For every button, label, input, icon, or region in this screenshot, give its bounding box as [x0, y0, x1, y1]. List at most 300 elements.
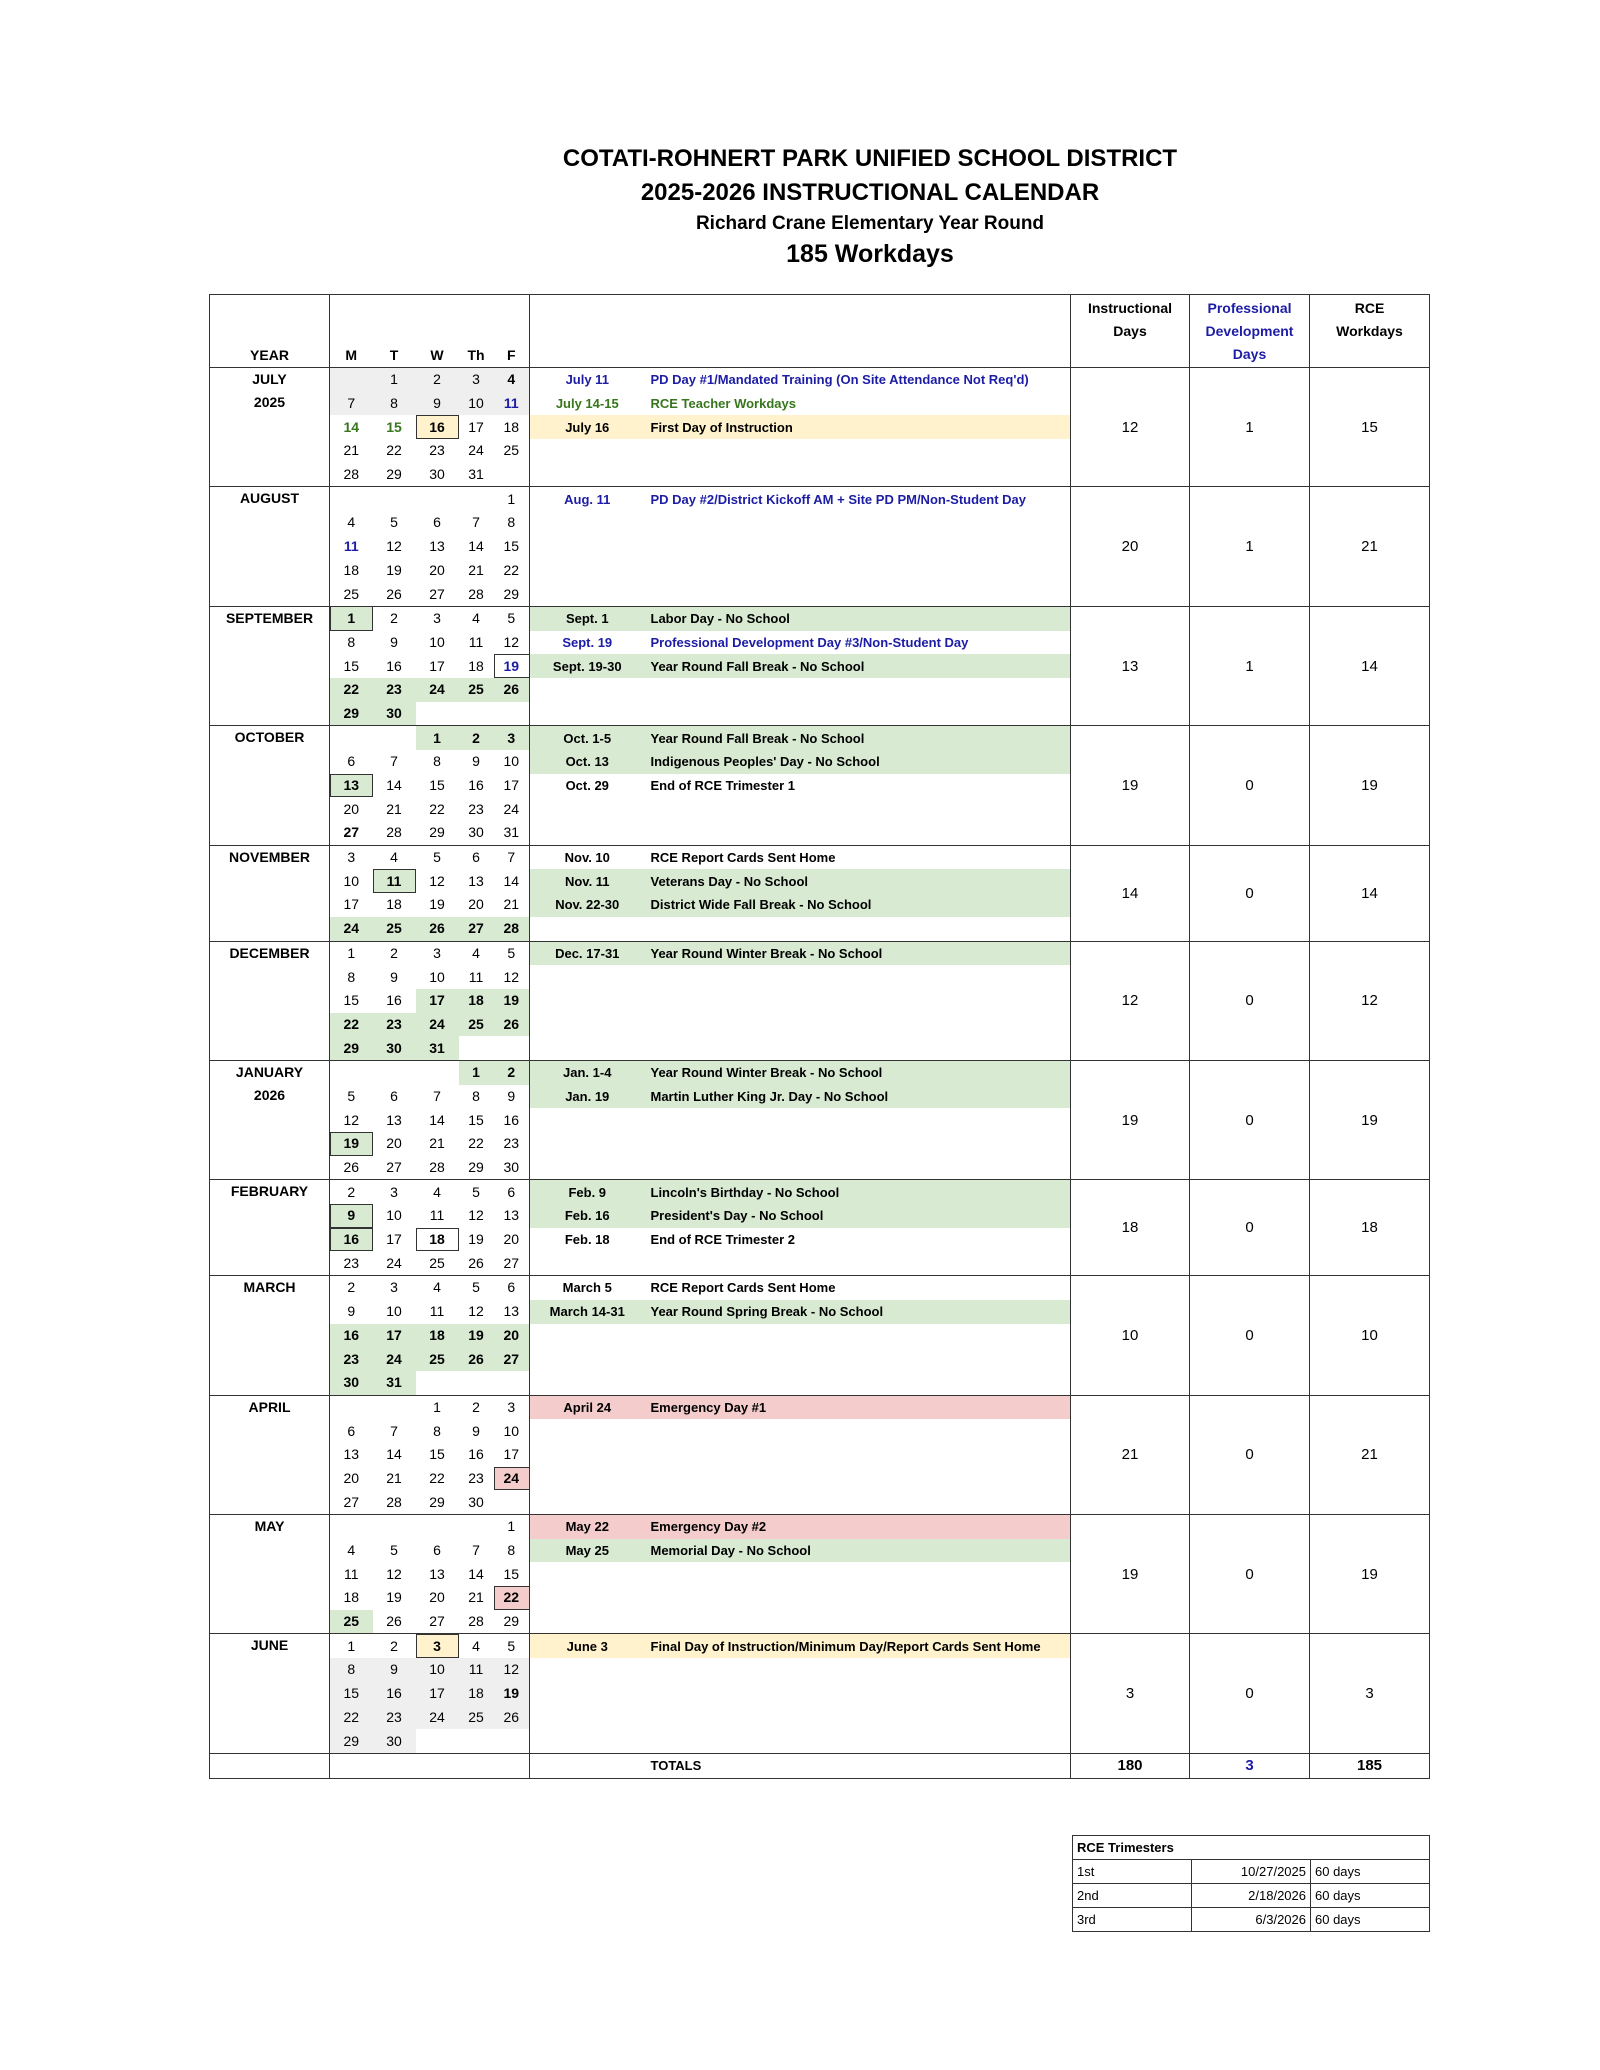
event-description	[645, 535, 1071, 559]
instr-value: 12	[1071, 368, 1190, 487]
event-date: Nov. 22-30	[530, 893, 645, 917]
calendar-day: 22	[330, 678, 373, 702]
calendar-day: 10	[494, 1419, 530, 1443]
event-description	[645, 1443, 1071, 1467]
month-name	[210, 1395, 330, 1514]
calendar-day: 7	[433, 1087, 441, 1104]
calendar-day: 9	[472, 1422, 480, 1439]
month-label: 2025	[253, 394, 286, 410]
event-date	[530, 1324, 645, 1348]
event-description: Year Round Spring Break - No School	[645, 1300, 1071, 1324]
instr-value: 21	[1071, 1395, 1190, 1514]
calendar-day: 3	[373, 1276, 416, 1300]
calendar-day: 27	[373, 1156, 416, 1180]
calendar-day: 21	[468, 1589, 484, 1606]
event-date: Sept. 19	[562, 634, 613, 650]
day-header-m: M	[330, 295, 373, 368]
event-date	[530, 1490, 645, 1514]
calendar-day: 9	[390, 968, 398, 985]
calendar-day: 2	[494, 1060, 530, 1084]
calendar-day: 29	[330, 1036, 373, 1060]
calendar-day: 15	[468, 1111, 484, 1128]
calendar-day: 23	[373, 1013, 416, 1037]
calendar-day: 2	[373, 1634, 416, 1658]
month-label: NOVEMBER	[229, 848, 310, 865]
event-date: Nov. 11	[530, 869, 645, 893]
calendar-day: 25	[416, 1251, 459, 1275]
calendar-day: 16	[386, 657, 402, 674]
calendar-day: 11	[330, 535, 373, 559]
event-description	[645, 1036, 1071, 1060]
calendar-day: 14	[330, 415, 373, 439]
events-header	[530, 295, 1071, 368]
calendar-day: 9	[416, 392, 459, 416]
calendar-week-row	[210, 606, 1430, 630]
calendar-day: 19	[386, 561, 402, 578]
calendar-day: 3	[373, 1180, 416, 1204]
calendar-day: 27	[330, 1490, 373, 1514]
event-date: Nov. 10	[530, 845, 645, 869]
calendar-day: 15	[429, 1446, 445, 1463]
event-description: Year Round Fall Break - No School	[645, 726, 1071, 750]
event-description: End of RCE Trimester 2	[650, 1232, 795, 1248]
calendar-day	[494, 1036, 530, 1060]
calendar-title: 2025-2026 INSTRUCTIONAL CALENDAR	[640, 179, 1100, 206]
calendar-day: 12	[330, 1108, 373, 1132]
event-description: Labor Day - No School	[645, 606, 1071, 630]
calendar-day: 29	[416, 1490, 459, 1514]
district-title: COTATI-ROHNERT PARK UNIFIED SCHOOL DISTRICT	[562, 145, 1178, 172]
calendar-day: 1	[373, 368, 416, 392]
calendar-day: 23	[468, 1469, 484, 1486]
calendar-day: 28	[459, 582, 494, 606]
calendar-day: 24	[416, 678, 459, 702]
month-name	[210, 726, 330, 845]
event-date	[530, 1156, 645, 1180]
calendar-day: 5	[494, 941, 530, 965]
month-name	[210, 1634, 330, 1753]
instr-value: 10	[1071, 1276, 1190, 1395]
totals-label: TOTALS	[645, 1753, 1071, 1778]
calendar-day: 4	[373, 845, 416, 869]
calendar-week-row	[210, 368, 1430, 392]
calendar-day: 10	[386, 1207, 402, 1224]
calendar-day: 24	[468, 442, 484, 459]
calendar-week-row	[210, 1515, 1430, 1539]
event-description: PD Day #2/District Kickoff AM + Site PD PM/Non-Student Day	[645, 487, 1071, 511]
calendar-day	[373, 1060, 416, 1084]
calendar-day: 8	[433, 753, 441, 770]
calendar-day: 8	[433, 1422, 441, 1439]
calendar-day: 26	[459, 1251, 494, 1275]
event-description	[645, 702, 1071, 726]
trimester-row	[1073, 1908, 1430, 1932]
calendar-day: 11	[494, 392, 530, 416]
event-date: July 14-15	[555, 396, 619, 412]
calendar-day: 30	[373, 1036, 416, 1060]
calendar-day: 31	[459, 463, 494, 487]
calendar-day	[494, 702, 530, 726]
calendar-week-row	[210, 1276, 1430, 1300]
pd-header-line: Professional	[1207, 300, 1292, 316]
calendar-day: 6	[330, 1419, 373, 1443]
calendar-day: 24	[330, 917, 373, 941]
event-description: Year Round Winter Break - No School	[645, 1060, 1071, 1084]
calendar-day: 22	[330, 1013, 373, 1037]
pd-value: 0	[1190, 1276, 1310, 1395]
calendar-day: 8	[330, 965, 373, 989]
calendar-day: 16	[468, 777, 484, 794]
calendar-day	[459, 487, 494, 511]
calendar-day: 31	[494, 821, 530, 845]
pd-value: 0	[1190, 1060, 1310, 1179]
event-date	[530, 1419, 645, 1443]
calendar-day: 24	[494, 797, 530, 821]
calendar-day: 10	[416, 1658, 459, 1682]
calendar-day: 13	[494, 1300, 530, 1324]
calendar-day: 2	[330, 1180, 373, 1204]
calendar-day: 19	[459, 1324, 494, 1348]
calendar-day: 11	[429, 1207, 445, 1224]
calendar-day: 19	[494, 654, 530, 678]
calendar-day: 18	[386, 896, 402, 913]
calendar-day: 5	[330, 1085, 373, 1109]
event-description: Professional Development Day #3/Non-Student Day	[650, 634, 969, 650]
instructional-header-line: Days	[1113, 323, 1147, 339]
calendar-day: 28	[373, 821, 416, 845]
calendar-day: 23	[330, 1251, 373, 1275]
event-date	[530, 917, 645, 941]
calendar-day: 7	[390, 753, 398, 770]
calendar-day: 11	[459, 1658, 494, 1682]
calendar-day: 30	[494, 1156, 530, 1180]
event-description	[645, 1371, 1071, 1395]
calendar-day: 1	[494, 487, 530, 511]
rce-value: 21	[1310, 487, 1430, 606]
year-header: YEAR	[210, 295, 330, 368]
calendar-day: 5	[459, 1180, 494, 1204]
calendar-day	[330, 1395, 373, 1419]
calendar-day: 7	[494, 845, 530, 869]
calendar-day: 15	[494, 1562, 530, 1586]
event-date: Jan. 1-4	[530, 1060, 645, 1084]
calendar-day: 3	[494, 1395, 530, 1419]
calendar-day: 27	[416, 1610, 459, 1634]
event-description: Indigenous Peoples' Day - No School	[645, 750, 1071, 774]
event-description	[645, 1108, 1071, 1132]
event-date	[530, 1729, 645, 1753]
calendar-day: 12	[494, 631, 530, 655]
event-date: Jan. 19	[530, 1085, 645, 1109]
event-description	[645, 1132, 1071, 1156]
calendar-day: 20	[468, 896, 484, 913]
event-date	[530, 1132, 645, 1156]
calendar-day: 30	[373, 702, 416, 726]
calendar-day	[459, 1515, 494, 1539]
calendar-day: 3	[416, 1634, 459, 1658]
event-description	[645, 559, 1071, 583]
rce-value: 19	[1310, 1515, 1430, 1634]
calendar-week-row	[210, 1634, 1430, 1658]
event-date: Oct. 13	[530, 750, 645, 774]
calendar-day: 11	[468, 633, 484, 650]
calendar-day: 22	[468, 1135, 484, 1152]
calendar-day: 25	[373, 917, 416, 941]
calendar-day: 9	[330, 1300, 373, 1324]
calendar-day: 17	[494, 774, 530, 798]
calendar-day: 4	[416, 1180, 459, 1204]
calendar-day	[373, 1515, 416, 1539]
trimester-days: 60 days	[1311, 1884, 1430, 1908]
calendar-day: 27	[494, 1251, 530, 1275]
month-name	[210, 368, 330, 487]
calendar-day: 11	[468, 968, 484, 985]
calendar-day	[494, 463, 530, 487]
calendar-day: 24	[373, 1251, 416, 1275]
calendar-day: 13	[429, 538, 445, 555]
month-name	[210, 1060, 330, 1179]
calendar-day: 11	[373, 869, 416, 893]
event-date	[530, 702, 645, 726]
calendar-day: 10	[459, 392, 494, 416]
pd-header-line: Days	[1232, 346, 1267, 362]
pd-value: 1	[1190, 487, 1310, 606]
calendar-day: 4	[459, 1634, 494, 1658]
calendar-day: 1	[330, 606, 373, 630]
calendar-day: 30	[416, 463, 459, 487]
calendar-day: 26	[494, 1013, 530, 1037]
event-date: March 14-31	[530, 1300, 645, 1324]
calendar-day: 7	[330, 392, 373, 416]
calendar-day: 29	[330, 1729, 373, 1753]
rce-value: 15	[1310, 368, 1430, 487]
calendar-day: 22	[386, 442, 402, 459]
calendar-day: 7	[390, 1422, 398, 1439]
calendar-day: 23	[373, 678, 416, 702]
calendar-day: 15	[429, 777, 445, 794]
event-description	[645, 1347, 1071, 1371]
calendar-day: 16	[330, 1228, 373, 1252]
trimester-end: 6/3/2026	[1192, 1908, 1311, 1932]
event-date	[530, 1467, 645, 1491]
calendar-day: 23	[494, 1132, 530, 1156]
event-description: Memorial Day - No School	[645, 1539, 1071, 1563]
event-description	[645, 1586, 1071, 1610]
trimester-name: 2nd	[1073, 1884, 1192, 1908]
calendar-day: 18	[330, 559, 373, 583]
calendar-day: 4	[416, 1276, 459, 1300]
calendar-day: 20	[386, 1135, 402, 1152]
calendar-week-row	[210, 845, 1430, 869]
calendar-day: 17	[429, 657, 445, 674]
instructional-header-line: Instructional	[1087, 300, 1172, 316]
month-label: SEPTEMBER	[225, 609, 314, 626]
event-description: Lincoln's Birthday - No School	[645, 1180, 1071, 1204]
event-date	[530, 1682, 645, 1706]
event-description	[645, 582, 1071, 606]
totals-row	[210, 1753, 1430, 1778]
calendar-day: 7	[472, 514, 480, 531]
day-header-f: F	[494, 295, 530, 368]
instr-value: 13	[1071, 606, 1190, 725]
calendar-day: 11	[330, 1562, 373, 1586]
calendar-day: 21	[330, 439, 373, 463]
calendar-day	[459, 702, 494, 726]
calendar-day: 21	[494, 893, 530, 917]
calendar-day: 18	[468, 657, 484, 674]
calendar-day: 2	[373, 941, 416, 965]
calendar-day: 17	[330, 893, 373, 917]
calendar-day: 8	[472, 1087, 480, 1104]
rce-value: 14	[1310, 606, 1430, 725]
calendar-week-row	[210, 726, 1430, 750]
calendar-day: 6	[494, 1180, 530, 1204]
rce-value: 10	[1310, 1276, 1430, 1395]
event-date: Sept. 1	[530, 606, 645, 630]
month-label: JULY	[252, 371, 287, 387]
calendar-day: 24	[416, 1013, 459, 1037]
totals-spacer	[530, 1753, 645, 1778]
trimester-days: 60 days	[1311, 1908, 1430, 1932]
event-description	[645, 1251, 1071, 1275]
pd-header-line: Development	[1205, 323, 1294, 339]
month-name	[210, 941, 330, 1060]
calendar-day: 3	[416, 606, 459, 630]
calendar-day: 10	[330, 869, 373, 893]
calendar-day: 20	[330, 1467, 373, 1491]
month-label: APRIL	[248, 1398, 291, 1415]
calendar-day: 18	[459, 1682, 494, 1706]
total-rce: 185	[1310, 1753, 1430, 1778]
calendar-day: 18	[330, 1586, 373, 1610]
calendar-day: 5	[494, 606, 530, 630]
calendar-day: 28	[416, 1156, 459, 1180]
workdays-title: 185 Workdays	[786, 240, 954, 268]
event-description: RCE Report Cards Sent Home	[645, 1276, 1071, 1300]
event-date	[530, 1347, 645, 1371]
calendar-day: 24	[373, 1347, 416, 1371]
event-description: Year Round Winter Break - No School	[645, 941, 1071, 965]
event-date: Oct. 29	[565, 778, 609, 794]
calendar-day: 10	[494, 750, 530, 774]
calendar-day: 17	[416, 1682, 459, 1706]
event-date: Dec. 17-31	[530, 941, 645, 965]
school-name: Richard Crane Elementary Year Round	[695, 213, 1045, 234]
calendar-day: 5	[494, 1634, 530, 1658]
calendar-day: 16	[373, 1682, 416, 1706]
instr-value: 12	[1071, 941, 1190, 1060]
event-date	[530, 511, 645, 535]
calendar-day: 22	[429, 1469, 445, 1486]
calendar-day: 19	[494, 1682, 530, 1706]
calendar-day	[416, 1371, 459, 1395]
calendar-day: 1	[330, 941, 373, 965]
pd-value: 1	[1190, 368, 1310, 487]
calendar-day: 19	[330, 1132, 373, 1156]
trimester-name: 3rd	[1073, 1908, 1192, 1932]
rce-value: 18	[1310, 1180, 1430, 1276]
calendar-day: 30	[459, 1490, 494, 1514]
calendar-day: 29	[416, 821, 459, 845]
calendar-day: 22	[330, 1706, 373, 1730]
calendar-day: 10	[429, 968, 445, 985]
calendar-day: 27	[416, 582, 459, 606]
calendar-day	[330, 1515, 373, 1539]
calendar-day: 12	[494, 965, 530, 989]
calendar-day: 18	[459, 989, 494, 1013]
calendar-day: 10	[386, 1303, 402, 1320]
event-description: PD Day #1/Mandated Training (On Site Attendance Not Req'd)	[645, 368, 1071, 392]
calendar-day: 8	[330, 1658, 373, 1682]
totals-days-cell	[330, 1753, 530, 1778]
event-description: District Wide Fall Break - No School	[645, 893, 1071, 917]
calendar-day: 28	[459, 1610, 494, 1634]
month-label: MAY	[254, 1518, 285, 1534]
rce-header-line: RCE	[1354, 300, 1385, 316]
calendar-day: 26	[330, 1156, 373, 1180]
calendar-day: 11	[429, 1303, 445, 1320]
event-date	[530, 1610, 645, 1634]
event-date	[530, 797, 645, 821]
totals-year-cell	[210, 1753, 330, 1778]
calendar-day: 20	[494, 1324, 530, 1348]
month-name	[210, 1180, 330, 1276]
calendar-day: 17	[494, 1443, 530, 1467]
calendar-day: 6	[390, 1087, 398, 1104]
calendar-day: 5	[390, 514, 398, 531]
rce-value: 21	[1310, 1395, 1430, 1514]
event-description	[645, 1013, 1071, 1037]
calendar-day: 15	[330, 1682, 373, 1706]
pd-value: 0	[1190, 1515, 1310, 1634]
calendar-day: 17	[468, 418, 484, 435]
calendar-day: 17	[416, 989, 459, 1013]
event-description	[645, 1610, 1071, 1634]
calendar-day	[330, 1060, 373, 1084]
calendar-day: 9	[330, 1204, 373, 1228]
total-instr: 180	[1071, 1753, 1190, 1778]
pd-value: 0	[1190, 1180, 1310, 1276]
pd-value: 1	[1190, 606, 1310, 725]
header-row	[210, 295, 1430, 368]
event-date	[530, 463, 645, 487]
event-description	[645, 1467, 1071, 1491]
calendar-day: 23	[330, 1347, 373, 1371]
calendar-day: 6	[459, 845, 494, 869]
calendar-day	[494, 1729, 530, 1753]
calendar-day: 30	[459, 821, 494, 845]
event-description	[645, 1156, 1071, 1180]
calendar-day: 1	[330, 1634, 373, 1658]
calendar-day: 14	[468, 1565, 484, 1582]
calendar-week-row	[210, 1060, 1430, 1084]
calendar-day: 28	[373, 1490, 416, 1514]
calendar-day: 17	[386, 1231, 402, 1248]
calendar-day: 12	[494, 1658, 530, 1682]
calendar-day: 1	[459, 1060, 494, 1084]
trimester-days: 60 days	[1311, 1860, 1430, 1884]
pd-value: 0	[1190, 726, 1310, 845]
month-label: MARCH	[243, 1279, 296, 1296]
calendar-day: 1	[494, 1515, 530, 1539]
event-description	[645, 463, 1071, 487]
calendar-day: 26	[373, 1610, 416, 1634]
pd-value: 0	[1190, 845, 1310, 941]
calendar-day: 31	[373, 1371, 416, 1395]
calendar-day: 5	[459, 1276, 494, 1300]
calendar-day: 1	[416, 1395, 459, 1419]
calendar-day: 19	[494, 989, 530, 1013]
